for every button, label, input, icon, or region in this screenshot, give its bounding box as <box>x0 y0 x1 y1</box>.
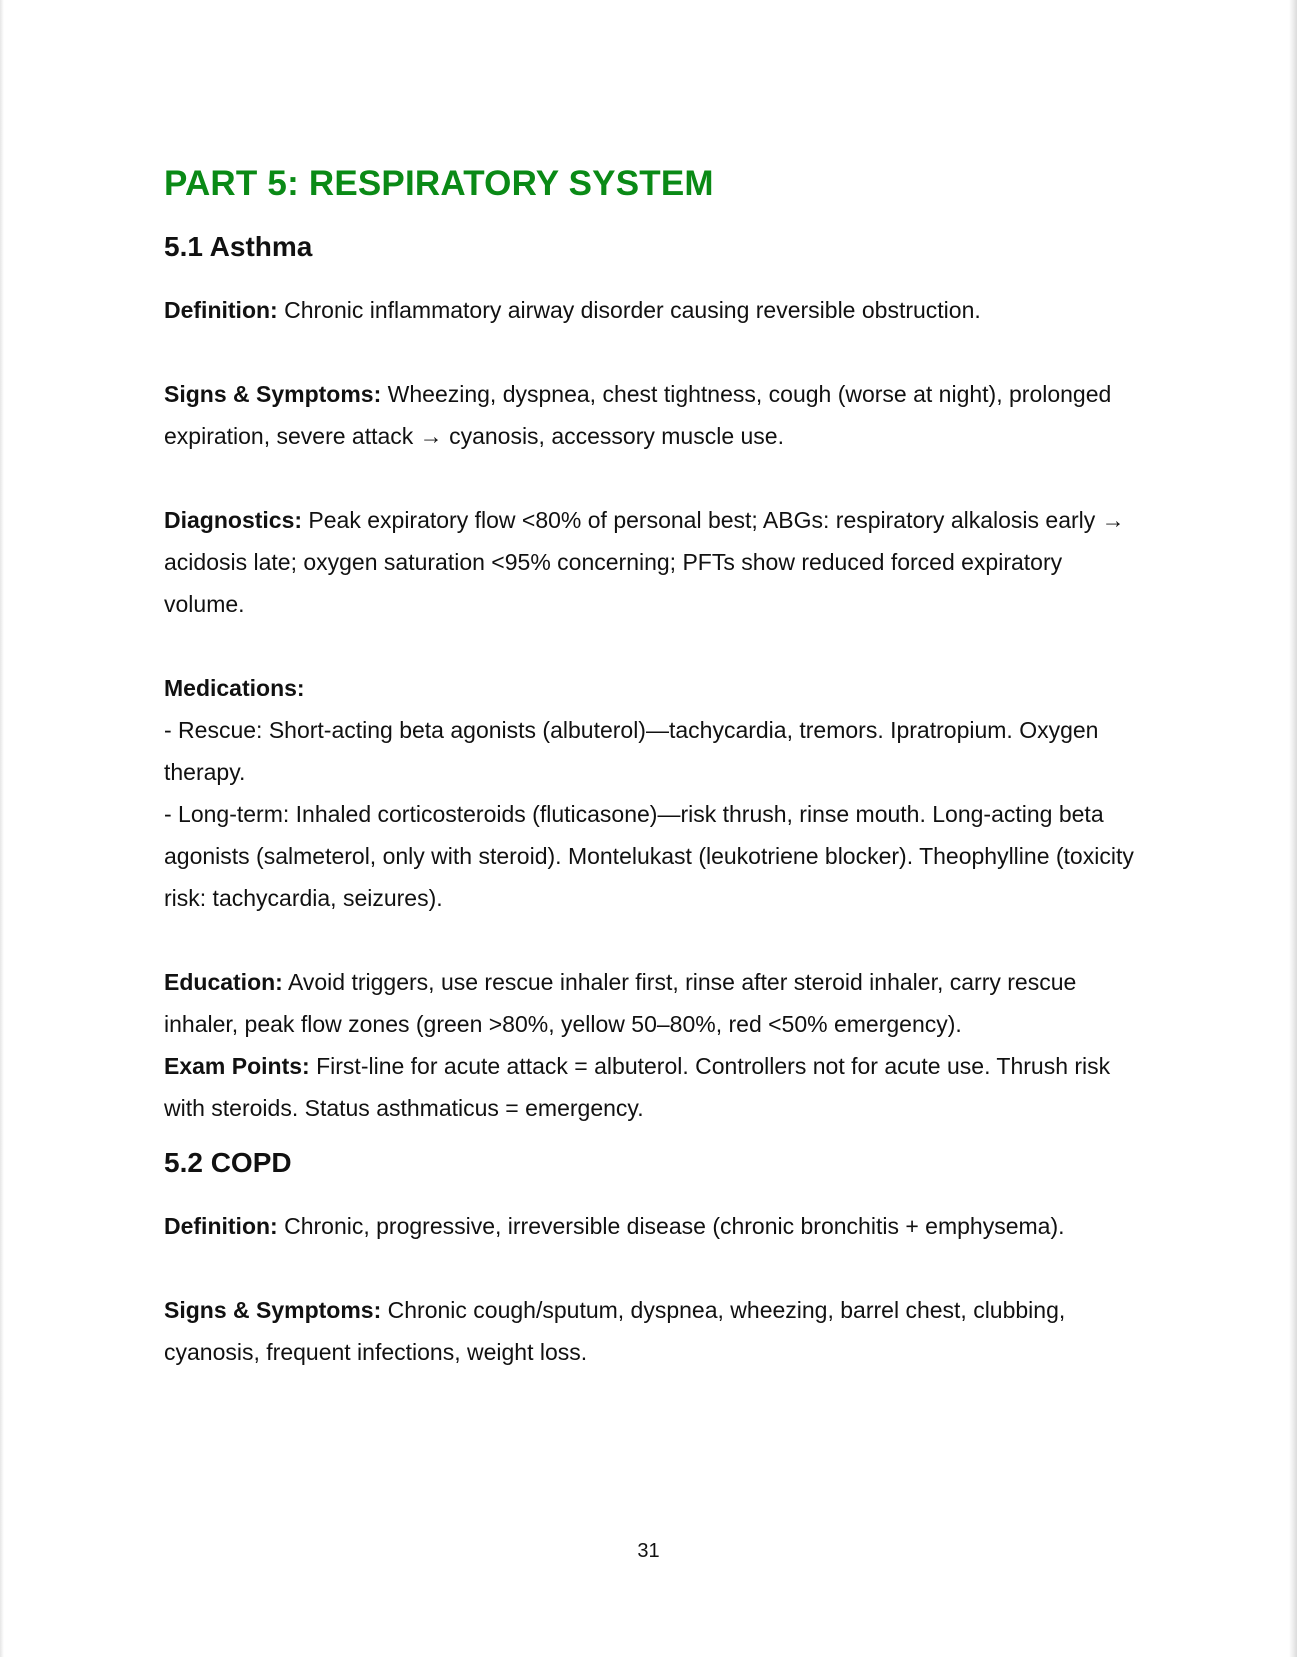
definition-label: Definition: <box>164 1213 278 1239</box>
signs-symptoms-label: Signs & Symptoms: <box>164 1297 382 1323</box>
asthma-education <box>164 961 1144 1045</box>
signs-symptoms-label: Signs & Symptoms: <box>164 381 382 407</box>
definition-text: Chronic, progressive, irreversible disease (chronic bronchitis + emphysema). <box>277 1213 1065 1239</box>
copd-signs-symptoms <box>164 1289 1144 1373</box>
page-number: 31 <box>637 1540 660 1562</box>
document-page-content <box>164 160 1144 1373</box>
part-title: PART 5: RESPIRATORY SYSTEM <box>164 164 714 203</box>
asthma-definition <box>164 289 1144 331</box>
medications-long-term: - Long-term: Inhaled corticosteroids (fluticasone)—risk thrush, rinse mouth. Long-acting beta agonists (salmeterol, only with steroid). Montelukast (leukotriene blocker). Theophylline (toxicity risk: tachycardia, seizures). <box>164 801 1134 911</box>
section-title-copd: 5.2 COPD <box>164 1147 292 1178</box>
diagnostics-label: Diagnostics: <box>164 507 303 533</box>
medications-label: Medications: <box>164 675 305 701</box>
page-edge-shadow-left <box>0 0 4 1657</box>
education-text: Avoid triggers, use rescue inhaler first, rinse after steroid inhaler, carry rescue inhaler, peak flow zones (green >80%, yellow 50–80%, red <50% emergency). <box>164 969 1077 1037</box>
copd-definition <box>164 1205 1144 1247</box>
asthma-diagnostics <box>164 499 1144 625</box>
signs-symptoms-text: Wheezing, dyspnea, chest tightness, cough (worse at night), prolonged expiration, severe attack → cyanosis, accessory muscle use. <box>164 381 1112 449</box>
education-label: Education: <box>164 969 283 995</box>
definition-label: Definition: <box>164 297 278 323</box>
asthma-signs-symptoms <box>164 373 1144 457</box>
asthma-exam-points <box>164 1045 1144 1129</box>
diagnostics-text: Peak expiratory flow <80% of personal best; ABGs: respiratory alkalosis early → acidosis late; oxygen saturation <95% concerning; PFTs show reduced forced expiratory volume. <box>164 507 1125 617</box>
exam-points-label: Exam Points: <box>164 1053 310 1079</box>
exam-points-text: First-line for acute attack = albuterol. Controllers not for acute use. Thrush risk with steroids. Status asthmaticus = emergency. <box>164 1053 1111 1121</box>
definition-text: Chronic inflammatory airway disorder causing reversible obstruction. <box>277 297 981 323</box>
signs-symptoms-text: Chronic cough/sputum, dyspnea, wheezing, barrel chest, clubbing, cyanosis, frequent infections, weight loss. <box>164 1297 1066 1365</box>
section-title-asthma: 5.1 Asthma <box>164 231 313 262</box>
page-edge-shadow-right <box>1289 0 1297 1657</box>
asthma-medications <box>164 667 1144 919</box>
medications-rescue: - Rescue: Short-acting beta agonists (albuterol)—tachycardia, tremors. Ipratropium. Oxygen therapy. <box>164 717 1099 785</box>
